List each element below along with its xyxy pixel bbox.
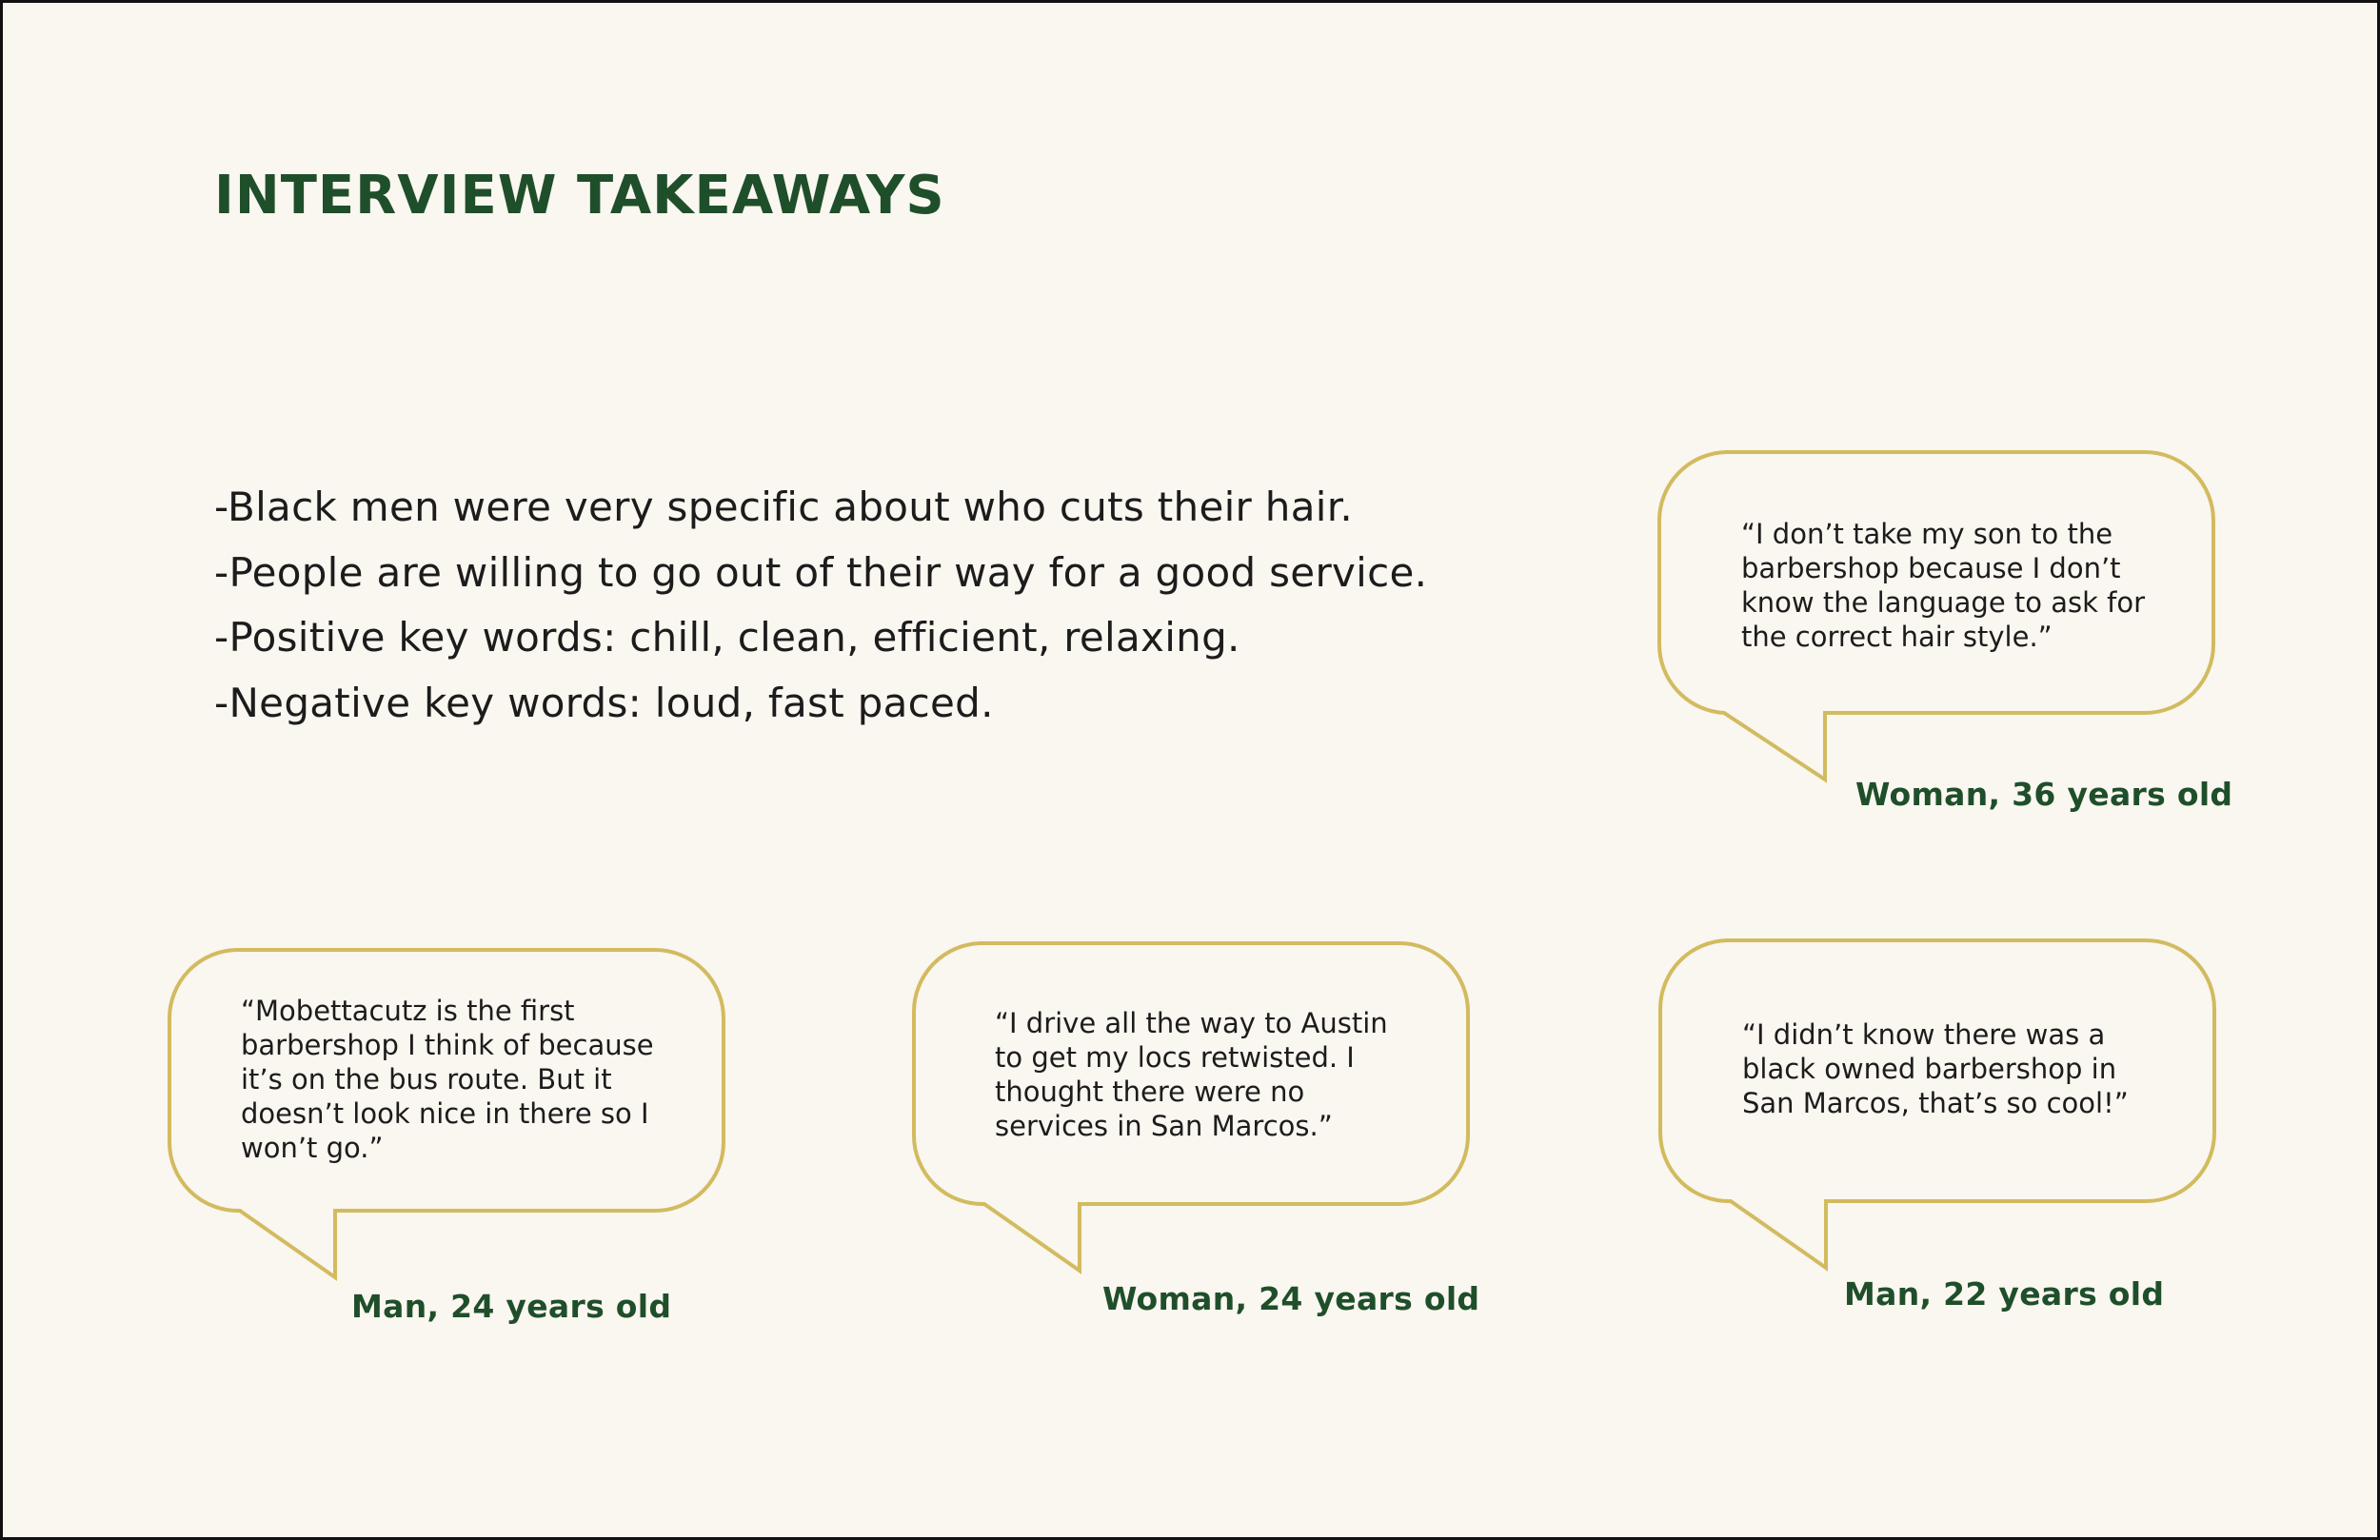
takeaways-list	[214, 475, 1595, 736]
takeaway-item: -Negative key words: loud, fast paced.	[214, 679, 994, 726]
quote-attribution-2: Man, 24 years old	[351, 1288, 672, 1325]
quote-text-4: “I didn’t know there was a black owned barbershop in San Marcos, that’s so cool!”	[1742, 1018, 2129, 1119]
takeaway-item: -People are willing to go out of their way for a good service.	[214, 548, 1428, 596]
takeaway-item: -Positive key words: chill, clean, efficient, relaxing.	[214, 614, 1240, 661]
page-title: INTERVIEW TAKEAWAYS	[214, 165, 945, 227]
quote-text-3: “I drive all the way to Austin to get my locs retwisted. I thought there were no services in San Marcos.”	[995, 1007, 1388, 1142]
takeaway-item: -Black men were very specific about who cuts their hair.	[214, 484, 1354, 530]
quote-text-2: “Mobettacutz is the first barbershop I think of because it’s on the bus route. But it doesn’t look nice in there so I won’t go.”	[241, 995, 654, 1164]
quote-attribution-4: Man, 22 years old	[1844, 1275, 2165, 1313]
quote-attribution-3: Woman, 24 years old	[1102, 1280, 1480, 1317]
quote-attribution-1: Woman, 36 years old	[1855, 776, 2233, 813]
quote-text-1: “I don’t take my son to the barbershop because I don’t know the language to ask for the correct hair style.”	[1741, 518, 2145, 653]
